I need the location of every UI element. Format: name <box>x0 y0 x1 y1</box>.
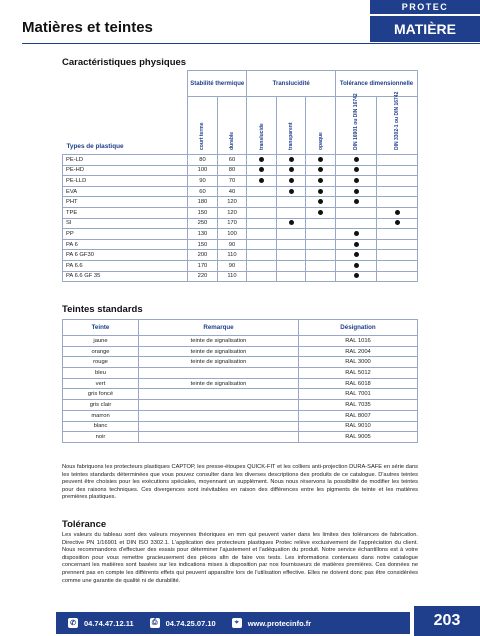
mark-cell <box>247 197 277 208</box>
mark-cell <box>377 176 418 187</box>
color-name: bleu <box>63 368 139 379</box>
mark-cell <box>377 229 418 240</box>
color-remark: teinte de signalisation <box>139 378 299 389</box>
table-row <box>63 250 418 261</box>
plastic-type: PE-LD <box>63 155 188 166</box>
bullet-icon <box>354 189 359 194</box>
durable-value: 90 <box>217 239 247 250</box>
color-ral: RAL 1016 <box>299 336 418 347</box>
short-term-value: 170 <box>188 260 218 271</box>
group-tolerance: Tolérance dimensionnelle <box>336 71 418 97</box>
subheader-din-3302: DIN 3302-1 ou DIN 16742 <box>377 97 418 155</box>
table-row <box>63 165 418 176</box>
color-name: blanc <box>63 421 139 432</box>
mark-cell <box>276 229 306 240</box>
color-remark <box>139 368 299 379</box>
table-row <box>63 260 418 271</box>
mark-cell <box>306 186 336 197</box>
bullet-icon <box>318 189 323 194</box>
mark-cell <box>306 207 336 218</box>
bullet-icon <box>259 157 264 162</box>
durable-value: 120 <box>217 197 247 208</box>
table-row <box>63 421 418 432</box>
durable-value: 40 <box>217 186 247 197</box>
tolerance-title: Tolérance <box>62 519 107 530</box>
table-row <box>63 368 418 379</box>
color-name: marron <box>63 410 139 421</box>
table-row <box>63 400 418 411</box>
phone-icon: ✆ <box>68 618 78 628</box>
mark-cell <box>377 165 418 176</box>
durable-value: 110 <box>217 271 247 282</box>
mark-cell <box>306 176 336 187</box>
table-row <box>63 336 418 347</box>
mark-cell <box>276 250 306 261</box>
mark-cell <box>377 218 418 229</box>
mark-cell <box>377 197 418 208</box>
short-term-value: 220 <box>188 271 218 282</box>
color-name: orange <box>63 346 139 357</box>
color-ral: RAL 3000 <box>299 357 418 368</box>
subheader-court-terme: court terme <box>188 97 218 155</box>
mark-cell <box>336 260 377 271</box>
color-name: noir <box>63 432 139 443</box>
table-row <box>63 410 418 421</box>
color-ral: RAL 5012 <box>299 368 418 379</box>
corner-cell <box>63 71 188 97</box>
bullet-icon <box>354 263 359 268</box>
mark-cell <box>276 260 306 271</box>
bullet-icon <box>318 210 323 215</box>
bullet-icon <box>318 178 323 183</box>
bullet-icon <box>318 199 323 204</box>
characteristics-title: Caractéristiques physiques <box>62 57 187 68</box>
footer-fax[interactable] <box>150 618 216 628</box>
mark-cell <box>276 218 306 229</box>
color-ral: RAL 6018 <box>299 378 418 389</box>
plastic-type: PA 6.6 <box>63 260 188 271</box>
website-link: www.protecinfo.fr <box>247 618 312 628</box>
mark-cell <box>306 155 336 166</box>
mark-cell <box>247 271 277 282</box>
mark-cell <box>247 155 277 166</box>
subheader-opaque: opaque <box>306 97 336 155</box>
table-row <box>63 271 418 282</box>
mark-cell <box>247 218 277 229</box>
table-row <box>63 155 418 166</box>
bullet-icon <box>318 157 323 162</box>
mark-cell <box>336 197 377 208</box>
fax-number: 04.74.25.07.10 <box>165 618 216 628</box>
mark-cell <box>276 165 306 176</box>
bullet-icon <box>395 210 400 215</box>
table-row <box>63 346 418 357</box>
durable-value: 110 <box>217 250 247 261</box>
color-remark <box>139 410 299 421</box>
short-term-value: 130 <box>188 229 218 240</box>
tolerance-paragraph: Les valeurs du tableau sont des valeurs moyennes théoriques en mm qui peuvent varier dans les limites des tolérances de fabrication. Directive PN 1/16901 et DIN ISO 3302.1. L'application des protecteurs plastiques Protec relève exclusivement de l'appréciation du client. Nous recommandons d'effectuer des essais pour déterminer l'ajustement et l'adéquation du produit. Notre service échantillons est à votre disposition pour vous remettre gracieusement des pièces afin de faire vos tests. Les informations contenues dans notre catalogue concernant les matières sont basées sur les indications mises à disposition par nos fournisseurs de matières premières. Ces données ne prennent pas en compte les différents effets qui peuvent apparaître lors de l'utilisation effective. Elles ne doivent donc pas être considérées comme une garantie de qualité ni de durabilité. <box>62 532 418 584</box>
color-ral: RAL 8007 <box>299 410 418 421</box>
mark-cell <box>276 176 306 187</box>
plastic-type: EVA <box>63 186 188 197</box>
footer-bar <box>56 612 410 634</box>
table-row <box>63 239 418 250</box>
mark-cell <box>247 165 277 176</box>
mark-cell <box>377 250 418 261</box>
plastic-type: SI <box>63 218 188 229</box>
color-ral: RAL 7001 <box>299 389 418 400</box>
printer-icon: ⎙ <box>150 618 160 628</box>
characteristics-table <box>62 70 418 282</box>
plastic-type: TPE <box>63 207 188 218</box>
table-row <box>63 432 418 443</box>
table-row <box>63 218 418 229</box>
brand-label: PROTEC <box>370 0 480 14</box>
bullet-icon <box>289 220 294 225</box>
plastic-type: PP <box>63 229 188 240</box>
bullet-icon <box>289 167 294 172</box>
mark-cell <box>276 197 306 208</box>
table-row <box>63 207 418 218</box>
subheader-translucide: translucide <box>247 97 277 155</box>
bullet-icon <box>354 157 359 162</box>
plastic-type: PA 6.6 GF 35 <box>63 271 188 282</box>
mark-cell <box>377 186 418 197</box>
mark-cell <box>247 250 277 261</box>
bullet-icon <box>354 252 359 257</box>
colors-paragraph: Nous fabriquons les protecteurs plastiques CAPTOP, les presse-étoupes QUICK-FIT et les colliers anti-projection DURA-SAFE en série dans les teintes standards déterminées que vous pouvez consulter dans les diverses descriptions des produits de ce catalogue. D'autres teintes peuvent être choisies pour les exécutions spéciales, moyennant un supplément. Nous nous réservons la possibilité de modifier les teintes pour des raisons techniques. Ces divergences sont inévitables en raison des différences entre les pigments de teinte et les matières premières plastiques. <box>62 464 418 501</box>
bullet-icon <box>259 178 264 183</box>
table-row <box>63 197 418 208</box>
table-row <box>63 378 418 389</box>
color-name: gris foncé <box>63 389 139 400</box>
short-term-value: 100 <box>188 165 218 176</box>
plastic-type: PE-HD <box>63 165 188 176</box>
table-row <box>63 176 418 187</box>
color-name: rouge <box>63 357 139 368</box>
mark-cell <box>336 207 377 218</box>
header-remarque: Remarque <box>139 320 299 336</box>
durable-value: 170 <box>217 218 247 229</box>
mark-cell <box>306 260 336 271</box>
mark-cell <box>306 250 336 261</box>
mouse-icon: ⌖ <box>232 618 242 628</box>
mark-cell <box>247 186 277 197</box>
mark-cell <box>336 165 377 176</box>
color-remark <box>139 421 299 432</box>
header-teinte: Teinte <box>63 320 139 336</box>
bullet-icon <box>289 157 294 162</box>
mark-cell <box>336 229 377 240</box>
mark-cell <box>306 239 336 250</box>
plastic-type: PE-LLD <box>63 176 188 187</box>
durable-value: 90 <box>217 260 247 271</box>
plastic-type: PA 6 <box>63 239 188 250</box>
table-row <box>63 357 418 368</box>
short-term-value: 90 <box>188 176 218 187</box>
color-ral: RAL 7035 <box>299 400 418 411</box>
mark-cell <box>336 239 377 250</box>
color-name: jaune <box>63 336 139 347</box>
color-remark <box>139 400 299 411</box>
standards-title: Teintes standards <box>62 304 143 315</box>
page-number: 203 <box>414 606 480 636</box>
mark-cell <box>377 271 418 282</box>
mark-cell <box>247 207 277 218</box>
durable-value: 70 <box>217 176 247 187</box>
short-term-value: 250 <box>188 218 218 229</box>
plastic-type: PHT <box>63 197 188 208</box>
color-ral: RAL 9005 <box>299 432 418 443</box>
short-term-value: 60 <box>188 186 218 197</box>
short-term-value: 150 <box>188 207 218 218</box>
page-title: Matières et teintes <box>22 19 153 36</box>
mark-cell <box>306 271 336 282</box>
short-term-value: 180 <box>188 197 218 208</box>
bullet-icon <box>259 167 264 172</box>
bullet-icon <box>318 167 323 172</box>
bullet-icon <box>289 189 294 194</box>
subheader-durable: durable <box>217 97 247 155</box>
bullet-icon <box>289 178 294 183</box>
color-ral: RAL 2004 <box>299 346 418 357</box>
mark-cell <box>377 260 418 271</box>
short-term-value: 150 <box>188 239 218 250</box>
bullet-icon <box>354 273 359 278</box>
color-remark <box>139 389 299 400</box>
durable-value: 100 <box>217 229 247 240</box>
color-remark <box>139 432 299 443</box>
short-term-value: 80 <box>188 155 218 166</box>
mark-cell <box>276 186 306 197</box>
header-designation: Désignation <box>299 320 418 336</box>
mark-cell <box>247 176 277 187</box>
footer-phone[interactable] <box>68 618 134 628</box>
row-header: Types de plastique <box>63 97 188 155</box>
mark-cell <box>336 218 377 229</box>
mark-cell <box>306 165 336 176</box>
durable-value: 120 <box>217 207 247 218</box>
section-label: MATIÈRE <box>370 16 480 42</box>
color-remark: teinte de signalisation <box>139 346 299 357</box>
mark-cell <box>336 176 377 187</box>
durable-value: 60 <box>217 155 247 166</box>
mark-cell <box>336 155 377 166</box>
mark-cell <box>276 239 306 250</box>
mark-cell <box>336 186 377 197</box>
bullet-icon <box>354 199 359 204</box>
phone-number: 04.74.47.12.11 <box>84 618 134 628</box>
table-row <box>63 186 418 197</box>
color-name: vert <box>63 378 139 389</box>
color-remark: teinte de signalisation <box>139 336 299 347</box>
plastic-type: PA 6 GF30 <box>63 250 188 261</box>
table-row <box>63 389 418 400</box>
bullet-icon <box>354 242 359 247</box>
durable-value: 80 <box>217 165 247 176</box>
mark-cell <box>336 271 377 282</box>
bullet-icon <box>354 167 359 172</box>
bullet-icon <box>354 231 359 236</box>
group-thermal: Stabilité thermique <box>188 71 247 97</box>
mark-cell <box>377 239 418 250</box>
mark-cell <box>306 197 336 208</box>
title-divider <box>22 43 480 44</box>
mark-cell <box>276 271 306 282</box>
subheader-transparent: transparent <box>276 97 306 155</box>
short-term-value: 200 <box>188 250 218 261</box>
mark-cell <box>276 155 306 166</box>
bullet-icon <box>395 220 400 225</box>
mark-cell <box>247 239 277 250</box>
color-name: gris clair <box>63 400 139 411</box>
color-remark: teinte de signalisation <box>139 357 299 368</box>
group-translucency: Translucidité <box>247 71 336 97</box>
bullet-icon <box>354 178 359 183</box>
footer-website[interactable] <box>232 618 311 628</box>
mark-cell <box>247 229 277 240</box>
mark-cell <box>377 155 418 166</box>
table-row <box>63 229 418 240</box>
color-ral: RAL 9010 <box>299 421 418 432</box>
standards-table <box>62 319 418 443</box>
mark-cell <box>276 207 306 218</box>
mark-cell <box>377 207 418 218</box>
mark-cell <box>306 218 336 229</box>
mark-cell <box>336 250 377 261</box>
mark-cell <box>247 260 277 271</box>
mark-cell <box>306 229 336 240</box>
subheader-din-16901: DIN 16901 ou DIN 16742 <box>336 97 377 155</box>
